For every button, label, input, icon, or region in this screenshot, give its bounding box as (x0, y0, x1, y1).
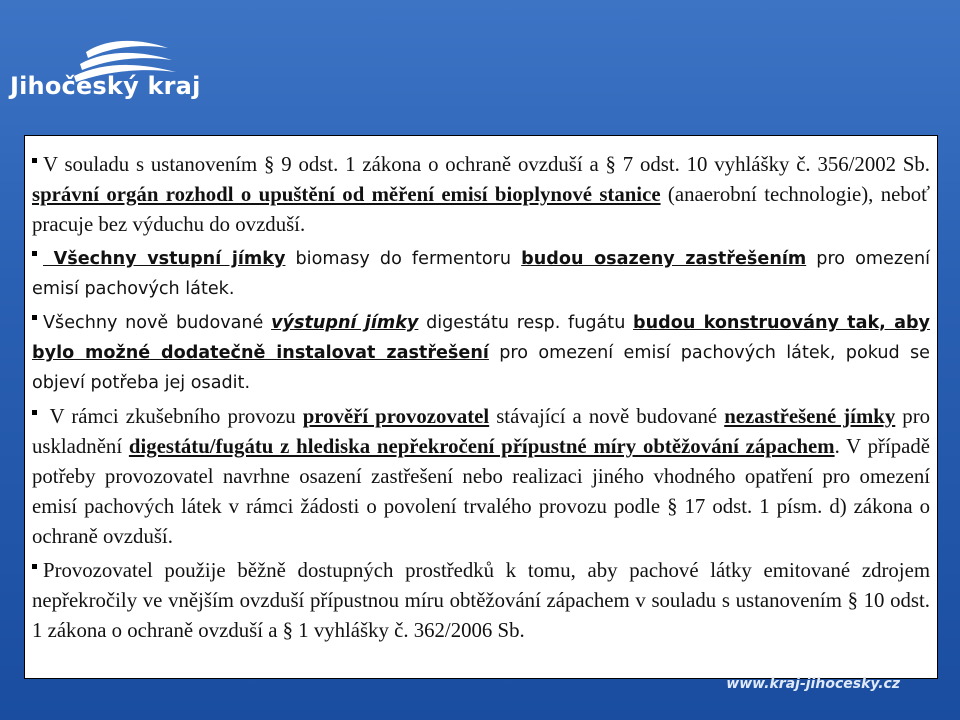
paragraph-1: V souladu s ustanovením § 9 odst. 1 zákona o ochraně ovzduší a § 7 odst. 10 vyhlášky č. 356/2002 Sb. správní orgán rozhodl o upuštění od měření emisí bioplynové stanice (anaerobní technologie), neboť pracuje bez výduchu do ovzduší. (32, 153, 931, 236)
paragraph-5: Provozovatel použije běžně dostupných prostředků k tomu, aby pachové látky emitované zdrojem nepřekročily ve vnějším ovzduší přípustnou míru obtěžování zápachem v souladu s ustanovením § 10 odst. 1 zákona o ochraně ovzduší a § 1 vyhlášky č. 362/2006 Sb. (32, 559, 930, 642)
bullet-icon (32, 158, 37, 163)
paragraph-2: Všechny vstupní jímky biomasy do fermentoru budou osazeny zastřešením pro omezení emisí pachových látek. (32, 249, 930, 299)
footer-url: www.kraj-jihocesky.cz (726, 676, 900, 692)
paragraph-3: Všechny nově budované výstupní jímky digestátu resp. fugátu budou konstruovány tak, aby bylo možné dodatečně instalovat zastřešení pro omezení emisí pachových látek, pokud se objeví potřeba jej osadit. (32, 313, 931, 393)
bullet-icon (32, 251, 37, 256)
bullet-icon (32, 564, 37, 569)
bullet-icon (32, 315, 37, 320)
bullet-icon (32, 410, 37, 415)
paragraph-4: V rámci zkušebního provozu prověří provozovatel stávající a nově budované nezastřešené jímky pro uskladnění digestátu/fugátu z hlediska nepřekročení přípustné míry obtěžování zápachem. V případě potřeby provozovatel navrhne osazení zastřešení nebo realizaci jiného vhodného opatření pro omezení emisí pachových látek v rámci žádosti o povolení trvalého provozu podle § 17 odst. 1 písm. d) zákona o ochraně ovzduší. (32, 405, 931, 548)
slide-content (32, 150, 930, 646)
logo-text: Jihočeský kraj (10, 72, 201, 100)
